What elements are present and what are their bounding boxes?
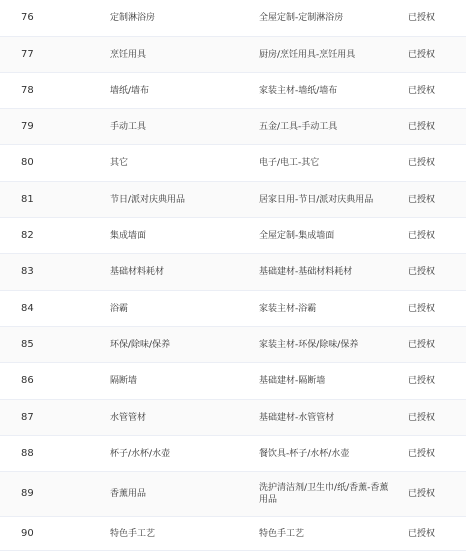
category-name: 墙纸/墙布 — [110, 85, 150, 96]
table-row[interactable] — [0, 37, 466, 73]
category-path: 全屋定制-集成墙面 — [259, 230, 335, 241]
category-name: 烹饪用具 — [110, 49, 147, 60]
category-path: 家装主材-环保/除味/保养 — [259, 339, 359, 350]
status-label: 已授权 — [408, 303, 436, 314]
category-name: 节日/派对庆典用品 — [110, 194, 186, 205]
category-name: 杯子/水杯/水壶 — [110, 448, 171, 459]
category-path: 电子/电工-其它 — [259, 158, 320, 168]
category-name: 基础材料耗材 — [110, 267, 165, 277]
status-label: 已授权 — [408, 121, 436, 132]
status-label: 已授权 — [408, 412, 436, 423]
row-number: 87 — [21, 411, 34, 423]
row-number: 76 — [21, 12, 34, 23]
category-name: 浴霸 — [110, 303, 129, 314]
status-label: 已授权 — [408, 194, 436, 205]
status-label: 已授权 — [408, 528, 436, 539]
row-number: 83 — [21, 266, 34, 277]
status-label: 已授权 — [408, 13, 436, 23]
category-name: 集成墙面 — [110, 230, 147, 241]
row-number: 89 — [21, 488, 34, 499]
category-path: 厨房/烹饪用具-烹饪用具 — [259, 49, 356, 60]
table-row[interactable] — [0, 109, 466, 145]
row-number: 84 — [21, 302, 34, 314]
category-path: 基础建材-隔断墙 — [259, 376, 326, 386]
category-name: 隔断墙 — [110, 376, 138, 386]
category-name: 环保/除味/保养 — [110, 339, 171, 350]
table-row[interactable] — [0, 0, 466, 37]
row-number: 78 — [21, 84, 34, 96]
table-row[interactable] — [0, 182, 466, 218]
status-label: 已授权 — [408, 448, 436, 459]
row-number: 79 — [21, 120, 34, 132]
row-number: 80 — [21, 157, 34, 168]
category-path: 洗护清洁剂/卫生巾/纸/香薰-香薰用品 — [259, 483, 389, 505]
category-path: 五金/工具-手动工具 — [259, 121, 338, 132]
category-name: 水管管材 — [110, 412, 147, 423]
status-label: 已授权 — [408, 158, 436, 168]
status-label: 已授权 — [408, 230, 436, 241]
status-label: 已授权 — [408, 339, 436, 350]
table-row[interactable] — [0, 218, 466, 254]
row-number: 86 — [21, 375, 34, 386]
row-number: 77 — [21, 48, 34, 60]
category-name: 特色手工艺 — [110, 528, 156, 539]
table-row[interactable] — [0, 517, 466, 551]
table-row[interactable] — [0, 327, 466, 363]
table-row[interactable] — [0, 363, 466, 400]
category-path: 特色手工艺 — [259, 528, 305, 539]
row-number: 88 — [21, 447, 34, 459]
table-row[interactable] — [0, 436, 466, 472]
table-row[interactable] — [0, 254, 466, 291]
row-number: 82 — [21, 229, 34, 241]
status-label: 已授权 — [408, 267, 436, 277]
category-path: 家装主材-墙纸/墙布 — [259, 85, 338, 96]
category-name: 定制淋浴房 — [110, 13, 156, 23]
table-row[interactable] — [0, 145, 466, 182]
category-path: 基础建材-基础材料耗材 — [259, 267, 353, 277]
table-row[interactable] — [0, 400, 466, 436]
category-name: 其它 — [110, 158, 129, 168]
category-path: 全屋定制-定制淋浴房 — [259, 13, 344, 23]
category-path: 居家日用-节日/派对庆典用品 — [259, 194, 374, 205]
row-number: 90 — [21, 527, 34, 539]
status-label: 已授权 — [408, 49, 436, 60]
category-path: 基础建材-水管管材 — [259, 412, 335, 423]
status-label: 已授权 — [408, 85, 436, 96]
row-number: 81 — [21, 193, 34, 205]
table-row[interactable] — [0, 291, 466, 327]
table-row[interactable] — [0, 472, 466, 517]
category-path: 餐饮具-杯子/水杯/水壶 — [259, 448, 350, 459]
status-label: 已授权 — [408, 489, 436, 499]
category-name: 香薰用品 — [110, 489, 147, 499]
category-path: 家装主材-浴霸 — [259, 303, 317, 314]
status-label: 已授权 — [408, 376, 436, 386]
row-number: 85 — [21, 338, 34, 350]
table-row[interactable] — [0, 73, 466, 109]
category-name: 手动工具 — [110, 121, 147, 132]
